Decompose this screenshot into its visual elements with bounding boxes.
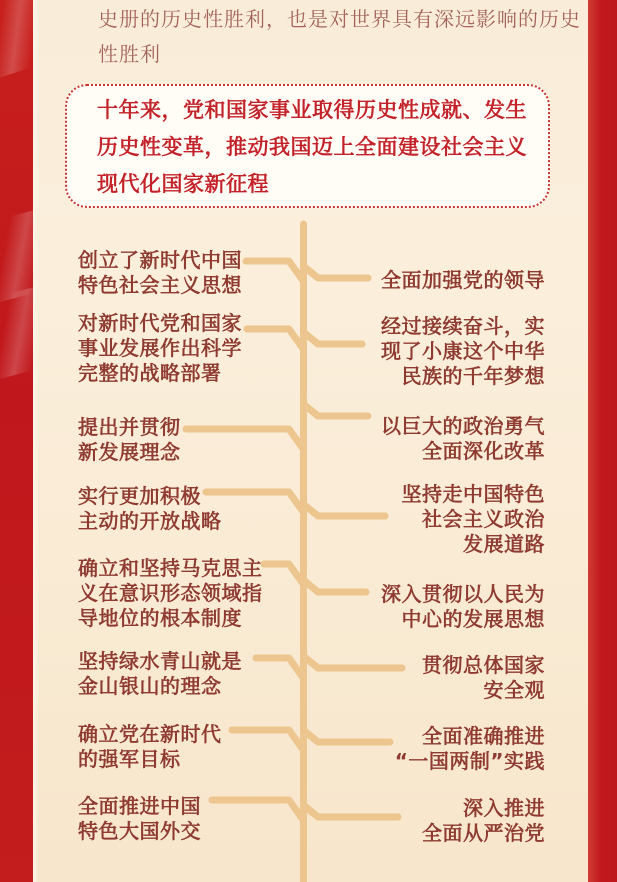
timeline-item-right-2 (381, 314, 545, 389)
timeline-item-line: 提出并贯彻 (78, 415, 181, 439)
timeline-item-right-6 (422, 653, 545, 703)
timeline-item-line: 创立了新时代中国 (78, 248, 242, 272)
timeline-item-line: 全面深化改革 (422, 439, 545, 463)
timeline-item-line: 深入贯彻以人民为 (381, 582, 545, 606)
timeline-item-line: 安全观 (483, 678, 545, 702)
headline-line: 十年来，党和国家事业取得历史性成就、发生 (97, 98, 527, 122)
timeline-item-line: 实行更加积极 (78, 484, 201, 508)
timeline-branch-left-1 (246, 261, 303, 280)
timeline-branch-right-3 (305, 405, 369, 416)
timeline-item-left-8 (78, 794, 201, 844)
timeline-branch-right-1 (305, 267, 369, 278)
timeline-item-line: 社会主义政治 (422, 507, 545, 531)
timeline-item-right-7 (395, 724, 545, 774)
timeline-item-line: 以巨大的政治勇气 (381, 414, 545, 438)
timeline-item-line: 确立党在新时代 (78, 722, 222, 746)
timeline-item-left-4 (78, 484, 222, 534)
timeline-item-line: 全面准确推进 (422, 724, 545, 748)
timeline-item-line: 对新时代党和国家 (78, 311, 242, 335)
timeline-item-left-2 (78, 311, 242, 386)
timeline-item-right-8 (422, 796, 545, 846)
timeline-item-line: 中心的发展思想 (401, 607, 545, 631)
timeline-item-right-5 (381, 582, 545, 632)
timeline-item-line: 全面推进中国 (78, 794, 201, 818)
headline-line: 历史性变革，推动我国迈上全面建设社会主义 (97, 135, 527, 159)
intro-line: 性胜利 (98, 42, 161, 66)
timeline-branch-right-4 (305, 505, 386, 516)
timeline-item-line: 确立和坚持马克思主 (78, 556, 263, 580)
timeline-branch-left-5 (264, 564, 303, 583)
timeline-item-line: 现了小康这个中华 (381, 339, 545, 363)
timeline-item-right-4 (402, 482, 546, 557)
timeline-branch-left-7 (232, 730, 303, 749)
timeline-item-line: 贯彻总体国家 (422, 653, 545, 677)
timeline-item-line: 金山银山的理念 (78, 674, 222, 698)
timeline-item-left-3 (78, 415, 181, 465)
timeline-branch-right-7 (305, 731, 391, 742)
timeline-item-line: 新发展理念 (78, 440, 181, 464)
timeline-item-line: 主动的开放战略 (78, 509, 222, 533)
timeline-item-line: 经过接续奋斗，实 (381, 314, 545, 338)
timeline-item-line: 完整的战略部署 (78, 361, 222, 385)
timeline-item-right-1 (381, 268, 545, 293)
timeline-item-left-7 (78, 722, 222, 772)
timeline-item-left-5 (78, 556, 263, 631)
timeline-item-left-6 (78, 649, 242, 699)
timeline-item-line: 全面加强党的领导 (381, 268, 545, 292)
timeline-branch-right-2 (305, 333, 363, 344)
timeline-item-line: 深入推进 (463, 796, 545, 820)
timeline-item-line: 发展道路 (463, 532, 545, 556)
timeline-item-line: 的强军目标 (78, 747, 181, 771)
timeline-item-line: 民族的千年梦想 (401, 364, 545, 388)
timeline-item-line: 义在意识形态领域指 (78, 581, 263, 605)
timeline-item-line: “一国两制”实践 (394, 749, 545, 773)
headline-line: 现代化国家新征程 (97, 172, 269, 196)
intro-line: 史册的历史性胜利，也是对世界具有深远影响的历史 (98, 7, 581, 31)
timeline-branch-right-6 (305, 657, 403, 668)
timeline-branch-right-5 (305, 581, 367, 592)
timeline-branch-right-8 (305, 806, 399, 817)
timeline-item-right-3 (381, 414, 545, 464)
timeline-item-line: 特色社会主义思想 (78, 273, 242, 297)
timeline-item-line: 坚持走中国特色 (401, 482, 545, 506)
timeline-branch-left-2 (247, 329, 303, 348)
timeline-item-line: 坚持绿水青山就是 (78, 649, 242, 673)
timeline-branch-left-6 (256, 658, 303, 677)
timeline-branch-left-8 (212, 800, 303, 819)
timeline-item-line: 特色大国外交 (78, 819, 201, 843)
timeline-item-line: 事业发展作出科学 (78, 336, 242, 360)
timeline-item-left-1 (78, 248, 242, 298)
timeline-item-line: 导地位的根本制度 (78, 606, 242, 630)
timeline-branch-left-3 (186, 429, 303, 448)
timeline-item-line: 全面从严治党 (422, 821, 545, 845)
